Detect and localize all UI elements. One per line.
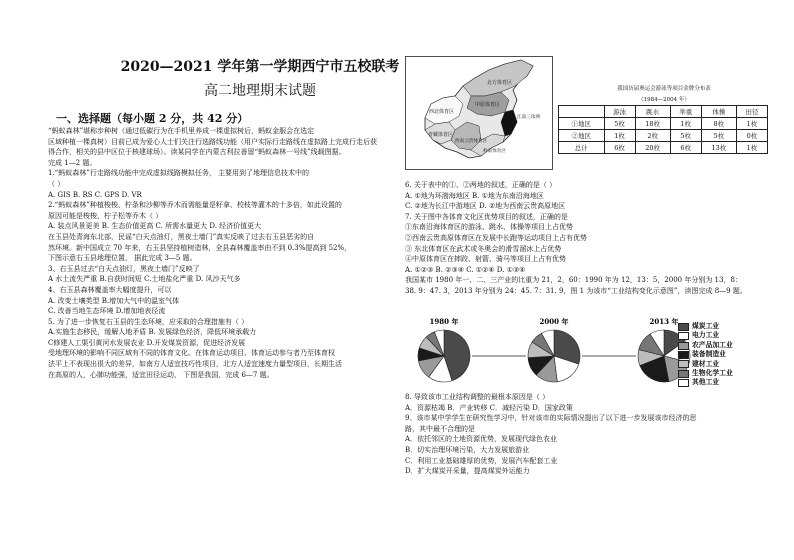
- medal-table: [558, 105, 768, 154]
- legend-swatch: [678, 370, 689, 378]
- right-column-lower: [405, 392, 755, 477]
- map-label-southwest: 西南云贵体育区: [455, 139, 488, 144]
- right-text-line: C. ②地为长江中游地区 D. ②地为西南云贵高原地区: [405, 202, 566, 211]
- table-cell: ②地区: [559, 130, 605, 142]
- left-text-line: 2.“蚂蚁森林”种植梭梭、柠条和沙柳等乔木而需能量是籽拿、校枝等灌木的十多倍，如此设置的: [48, 201, 342, 210]
- table-cell: 2枚: [635, 130, 670, 142]
- right-text-line: C．利用工业基础雄厚的优势，发展汽车配套工业: [405, 456, 558, 465]
- legend-label: 电力工业: [692, 331, 720, 340]
- left-text-line: 下图示意右玉县地理位置， 据此完成 3—5 题。: [48, 254, 197, 263]
- table-cell: 18枚: [635, 118, 670, 130]
- right-text-line: B．切实治理环境污染，大力发展旅游业: [405, 445, 530, 454]
- left-text-line: 在高原的人，心肺功能强，适宜田径运动， 下图是我国，完成 6—7 题。: [48, 370, 274, 379]
- left-text-line: 得合作，相关的县中区位于核建球场）。读某同学在内蒙古利拉善留“蚂蚁森林一号线”线载图据。: [48, 148, 346, 157]
- legend-item: [678, 360, 733, 369]
- table-row: [559, 142, 768, 154]
- map-label-north: 北方体育区: [487, 80, 513, 86]
- pie-year-label: 2000 年: [539, 317, 569, 326]
- table-header-cell: 体操: [701, 106, 736, 118]
- left-text-line: A 水土流失严重 B.自获时间短 C.土地盐化严重 D. 风沙天气多: [48, 275, 241, 284]
- table-cell: 8枚: [701, 118, 736, 130]
- table-header-cell: 游泳: [604, 106, 635, 118]
- table-period: （1984—2004 年）: [638, 97, 690, 103]
- table-cell: 1枚: [736, 142, 767, 154]
- legend-swatch: [678, 351, 689, 359]
- industry-structure-pie-charts: [392, 314, 722, 386]
- table-header-cell: 跳水: [635, 106, 670, 118]
- left-text-line: 然环境。新中国成立 70 年来，右玉县坚持植树造林，全县森林覆盖率由不到 0.3%提高到 52%，: [48, 243, 352, 252]
- legend-item: [678, 331, 733, 340]
- right-text-line: 我国某市 1980 年一、二、三产业的比重为 21，2，60：1990 年为 12，13：5，2000 年分别为 13，8：: [405, 276, 742, 285]
- left-text-line: （ ）: [48, 179, 65, 188]
- table-cell: 1枚: [604, 130, 635, 142]
- table-row: [559, 118, 768, 130]
- left-text-line: “蚂蚁森林”堪称步种树（通过低碳行为在手机里养成一棵虚拟树后，蚂蚁金服会在选定: [48, 127, 315, 135]
- right-text-line: D．扩大煤炭开采量，提高煤炭外运能力: [405, 467, 530, 476]
- right-text-line: ④中原体育区在摔跤、射箭、骑马等项目上占有优势: [405, 255, 566, 264]
- table-cell: 13枚: [701, 142, 736, 154]
- table-caption: 我国历届奥运会游泳等项目金牌分布表: [617, 86, 711, 92]
- table-row: [559, 130, 768, 142]
- left-text-line: 区域种植一棵真树）目前已成为爱心人士们关注行选路线功能（用户实际行走路线在虚拟路上完成行走后获: [48, 137, 377, 146]
- left-text-line: 5. 为了进一步恢复右玉县的生态环境，应采取的合理措施有（ ）: [48, 317, 249, 326]
- legend-swatch: [678, 332, 689, 340]
- map-label-south: 岭南体育区: [483, 149, 506, 154]
- left-text-line: 3、右玉县过去“白天点油灯，黑夜土墙门”反映了: [48, 264, 200, 273]
- map-label-delta: 江南三角洲: [517, 115, 540, 120]
- legend-label: 生物化学工业: [692, 369, 733, 378]
- right-text-line: 9、该市某中学学生在研究性学习中，针对该市的实际情况提出了以下进一步发展该市经济的思: [405, 414, 697, 423]
- table-cell: 20枚: [635, 142, 670, 154]
- page-title: 2020—2021 学年第一学期西宁市五校联考: [120, 59, 400, 75]
- table-header-row: [559, 106, 768, 118]
- right-text-line: A. ①②③ B. ②③④ C. ①②④ D. ①③④: [405, 265, 526, 274]
- table-cell: 1枚: [670, 118, 701, 130]
- table-header-cell: 田径: [736, 106, 767, 118]
- table-cell: 1枚: [736, 118, 767, 130]
- table-header-cell: [559, 106, 605, 118]
- pie-year-label: 1980 年: [429, 317, 459, 326]
- right-text-line: 路，其中最不合理的是: [405, 424, 475, 433]
- left-text-line: A.实施生态移民，缓解人地矛盾 B. 发展绿色经济，降低环境承载力: [48, 328, 257, 337]
- right-text-line: 6. 关于表中的①、②两地的叙述，正确的是（ ）: [405, 181, 557, 189]
- legend-swatch: [678, 379, 689, 387]
- legend-swatch: [678, 342, 689, 350]
- right-text-line: A．资源枯竭 B．产业转移 C．减轻污染 D．国家政策: [405, 403, 573, 412]
- left-text-line: C修建人工渠引黄河水发展农业 D.开发煤炭资源，促进经济发展: [48, 338, 246, 347]
- pie-year-label: 2013 年: [649, 317, 679, 326]
- legend-label: 建材工业: [692, 359, 720, 368]
- right-text-line: 38. 9：47. 3，2013 年分别为 24：45. 7：31. 9，图 1 为该市“工业结构变化示意图”，读图完成 8—9 题。: [405, 286, 747, 295]
- table-cell: 5枚: [604, 118, 635, 130]
- legend-label: 其他工业: [692, 378, 720, 387]
- table-header-cell: 举重: [670, 106, 701, 118]
- left-text-line: A. 装点风景更美 B. 生态价值更高 C. 所需水量更大 D. 经济价值更大: [48, 222, 262, 231]
- right-text-line: ②西南云贵高原体育区在发展中长跑等运动项目上占有优势: [405, 233, 587, 242]
- legend-swatch: [678, 360, 689, 368]
- right-text-line: 7. 关于图中各体育文化区优势项目的叙述，正确的是: [405, 212, 568, 221]
- table-cell: 总计: [559, 142, 605, 154]
- right-text-line: A．依托邻区的土地资源优势，发展现代绿色农业: [405, 435, 558, 444]
- left-column: [48, 126, 388, 380]
- left-text-line: 原因可能是梭梭、柠子松等乔木（ ）: [48, 211, 163, 220]
- left-text-line: 4、右玉县森林覆盖率大幅度提升，可以: [48, 285, 172, 294]
- table-cell: 6枚: [604, 142, 635, 154]
- china-sports-region-map: [405, 56, 553, 170]
- legend-item: [678, 322, 733, 331]
- left-text-line: 受地理环境的影响不同区域有不同的体育文化。在体育运动项目、体育运动参与者乃至体育权: [48, 349, 335, 358]
- map-label-tibet: 青藏体育区: [428, 132, 454, 138]
- legend-item: [678, 341, 733, 350]
- section-heading: 一、选择题（每小题 2 分，共 42 分）: [56, 112, 249, 125]
- left-text-line: 法平上不表现出很大的差异，如南方人适宜技巧性项目，北方人适宜速度力量型项目，长期生活: [48, 360, 342, 369]
- page-subtitle: 高二地理期末试题: [204, 83, 316, 99]
- left-text-line: 完成 1—2 题。: [48, 158, 97, 167]
- legend-swatch: [678, 323, 689, 331]
- legend-item: [678, 378, 733, 387]
- legend-item: [678, 350, 733, 359]
- table-cell: 6枚: [670, 142, 701, 154]
- map-label-northwest: 西北体育区: [429, 109, 455, 115]
- legend-label: 煤炭工业: [692, 322, 720, 330]
- left-text-line: C. 改善当地生态环境 D.增加地表径流: [48, 307, 166, 316]
- pie-legend: [678, 322, 733, 388]
- map-label-central: 中原体育区: [475, 102, 501, 108]
- right-text-line: ③ 东北体育区在武术或冬奥会的滑雪溜冰上占优势: [405, 244, 562, 253]
- table-cell: 0枚: [736, 130, 767, 142]
- table-cell: ①地区: [559, 118, 605, 130]
- legend-label: 装备制造业: [692, 350, 726, 359]
- right-column-upper: [405, 180, 755, 297]
- legend-label: 农产品加工业: [692, 340, 733, 349]
- left-text-line: A. 改变土壤类型 B.增加大气中的温室气体: [48, 296, 180, 305]
- table-cell: 5枚: [701, 130, 736, 142]
- left-text-line: A. GIS B. RS C. GPS D. VR: [48, 190, 142, 199]
- left-text-line: 1.“蚂蚁森林”行走路线功能中完成虚拟线路模拟任务， 主要用到了地理信息技术中的: [48, 169, 310, 178]
- right-text-line: 8. 导致该市工业结构调整的最根本原因是（ ）: [405, 393, 550, 401]
- table-cell: 5枚: [670, 130, 701, 142]
- left-text-line: 在玉县处青海东北部，民谣“白天点油灯，黑夜土墙门”真实反映了过去右玉县恶劣的自: [48, 232, 315, 241]
- right-text-line: ①东南沿海体育区的游泳、跳水、体操等项目上占优势: [405, 223, 573, 232]
- right-text-line: A. ①地为环渤海地区 B. ①地为东南沿海地区: [405, 191, 544, 200]
